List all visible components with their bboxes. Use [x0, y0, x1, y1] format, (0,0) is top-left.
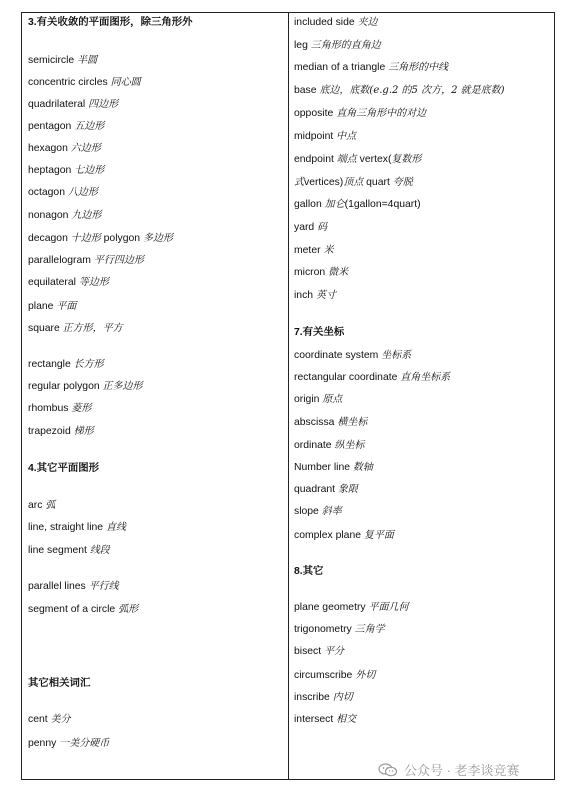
section-heading: 4.其它平面图形	[28, 463, 100, 474]
column-divider	[288, 13, 289, 779]
vocab-row: parallel lines 平行线	[28, 581, 119, 592]
vocab-row: intersect 相交	[294, 714, 357, 725]
vocab-row: regular polygon 正多边形	[28, 381, 143, 392]
vocab-row: equilateral 等边形	[28, 277, 109, 288]
vocab-row: trapezoid 梯形	[28, 426, 94, 437]
watermark-text: 公众号 · 老李谈竞赛	[404, 763, 520, 778]
vocab-row: parallelogram 平行四边形	[28, 255, 144, 266]
vocab-row: decagon 十边形 polygon 多边形	[28, 233, 173, 244]
vocab-row: meter 米	[294, 245, 334, 256]
vocab-row: trigonometry 三角学	[294, 624, 385, 635]
vocab-row: quadrilateral 四边形	[28, 99, 119, 110]
vocab-row: arc 弧	[28, 500, 56, 511]
vocab-row: rhombus 菱形	[28, 403, 92, 414]
vocab-row: included side 夹边	[294, 17, 378, 28]
vocab-row: opposite 直角三角形中的对边	[294, 108, 427, 119]
vocab-row: line, straight line 直线	[28, 522, 126, 533]
vocab-row: inscribe 内切	[294, 692, 353, 703]
section-heading: 3.有关收敛的平面图形，除三角形外	[28, 17, 193, 28]
vocab-row: Number line 数轴	[294, 462, 373, 473]
vocab-row: median of a triangle 三角形的中线	[294, 62, 449, 73]
vocab-row: semicircle 半圆	[28, 55, 98, 66]
section-heading: 其它相关词汇	[28, 678, 91, 689]
vocab-row: plane 平面	[28, 301, 77, 312]
vocab-row: square 正方形，平方	[28, 323, 123, 334]
vocab-row: yard 码	[294, 222, 328, 233]
vocab-row: pentagon 五边形	[28, 121, 105, 132]
watermark	[378, 760, 520, 779]
vocab-row: concentric circles 同心圆	[28, 77, 141, 88]
vocab-row: octagon 八边形	[28, 187, 98, 198]
vocab-row: leg 三角形的直角边	[294, 40, 381, 51]
section-heading: 7.有关坐标	[294, 327, 345, 338]
vocab-row: ordinate 纵坐标	[294, 440, 365, 451]
vocab-row: complex plane 复平面	[294, 530, 394, 541]
vocab-row: slope 斜率	[294, 506, 342, 517]
vocab-row: micron 微米	[294, 267, 349, 278]
vocab-row: 式vertices)顶点 quart 夸脱	[294, 177, 413, 188]
vocab-row: midpoint 中点	[294, 131, 357, 142]
vocab-row: penny 一美分硬币	[28, 738, 110, 749]
vocab-row: abscissa 横坐标	[294, 417, 368, 428]
vocab-row: base 底边，底数(e.g.2 的5 次方，2 就是底数)	[294, 85, 505, 96]
vocab-row: endpoint 端点 vertex(复数形	[294, 154, 422, 165]
wechat-icon	[378, 763, 398, 777]
vocabulary-table	[21, 12, 555, 780]
vocab-row: nonagon 九边形	[28, 210, 102, 221]
vocab-row: heptagon 七边形	[28, 165, 105, 176]
vocab-row: inch 英寸	[294, 290, 336, 301]
section-heading: 8.其它	[294, 566, 324, 577]
vocab-row: cent 美分	[28, 714, 71, 725]
vocab-row: plane geometry 平面几何	[294, 602, 409, 613]
vocab-row: rectangular coordinate 直角坐标系	[294, 372, 451, 383]
vocab-row: quadrant 象限	[294, 484, 358, 495]
vocab-row: bisect 平分	[294, 646, 345, 657]
vocab-row: coordinate system 坐标系	[294, 350, 412, 361]
vocab-row: rectangle 长方形	[28, 359, 104, 370]
vocab-row: hexagon 六边形	[28, 143, 101, 154]
vocab-row: origin 原点	[294, 394, 343, 405]
vocab-row: line segment 线段	[28, 545, 110, 556]
vocab-row: gallon 加仑(1gallon=4quart)	[294, 199, 421, 210]
vocab-row: segment of a circle 弧形	[28, 604, 139, 615]
vocab-row: circumscribe 外切	[294, 670, 376, 681]
